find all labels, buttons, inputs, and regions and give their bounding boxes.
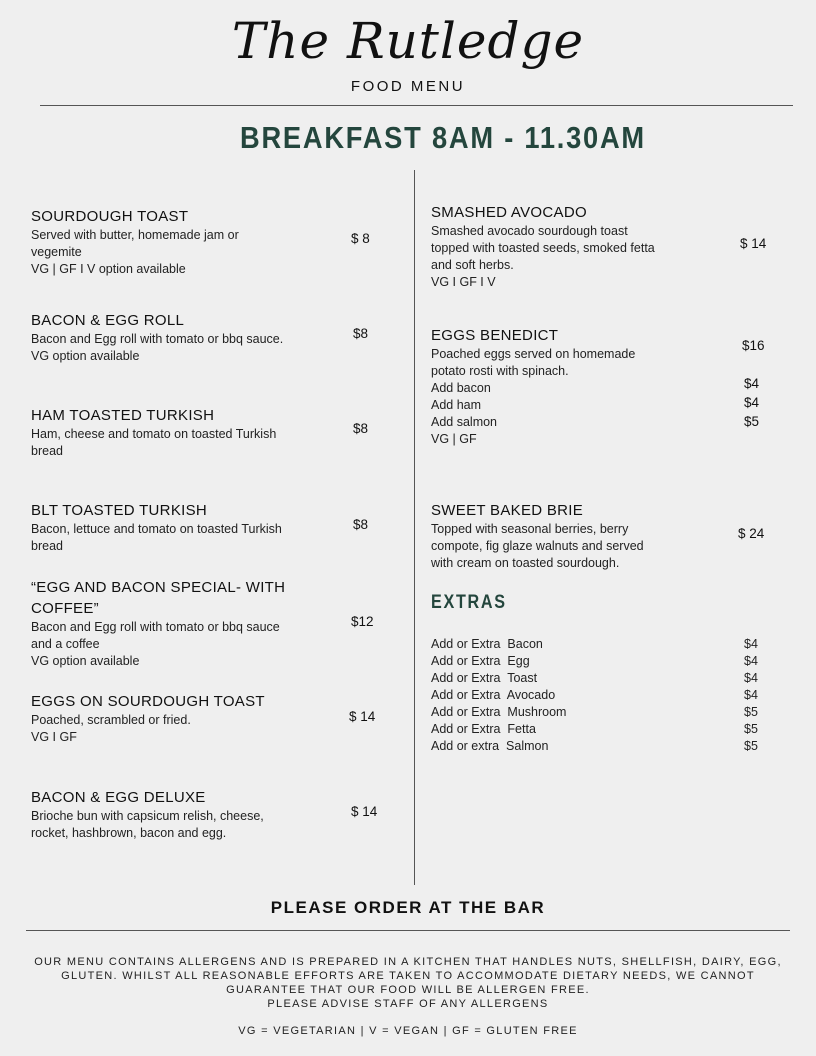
menu-subtitle: FOOD MENU bbox=[350, 78, 466, 95]
item-name: EGGS ON SOURDOUGH TOAST bbox=[31, 693, 265, 710]
allergen-line: GLUTEN. WHILST ALL REASONABLE EFFORTS ARE TAKEN TO ACCOMMODATE DIETARY NEEDS, WE CANNOT bbox=[61, 970, 755, 982]
extra-row bbox=[431, 671, 763, 688]
item-desc-line: VG option available bbox=[31, 349, 140, 363]
extra-row bbox=[431, 654, 763, 671]
allergen-line: PLEASE ADVISE STAFF OF ANY ALLERGENS bbox=[267, 998, 549, 1010]
item-desc-line: VG | GF bbox=[431, 432, 477, 446]
item-desc-line: bread bbox=[31, 539, 63, 553]
extra-row bbox=[431, 739, 763, 756]
item-name: BACON & EGG ROLL bbox=[31, 312, 185, 329]
item-desc-line: VG option available bbox=[31, 654, 140, 668]
item-desc-line: and a coffee bbox=[31, 637, 100, 651]
item-price: $12 bbox=[351, 614, 374, 629]
allergen-line: OUR MENU CONTAINS ALLERGENS AND IS PREPARED IN A KITCHEN THAT HANDLES NUTS, SHELLFISH, DAIRY, EGG, bbox=[34, 956, 782, 968]
extra-price: $5 bbox=[744, 722, 758, 736]
extra-label: Add or Extra Mushroom bbox=[431, 705, 567, 719]
menu-item bbox=[31, 500, 331, 555]
item-desc-line: Served with butter, homemade jam or bbox=[31, 228, 239, 242]
footer-divider bbox=[26, 930, 790, 931]
extra-price: $5 bbox=[744, 705, 758, 719]
extra-label: Add or Extra Avocado bbox=[431, 688, 556, 702]
item-desc-line: topped with toasted seeds, smoked fetta bbox=[431, 241, 655, 255]
extra-row bbox=[431, 705, 763, 722]
column-divider bbox=[414, 170, 415, 885]
section-hours: 8AM - 11.30AM bbox=[432, 120, 646, 155]
item-desc-line: compote, fig glaze walnuts and served bbox=[431, 539, 644, 553]
item-desc-line: bread bbox=[31, 444, 63, 458]
item-price: $8 bbox=[353, 517, 369, 532]
item-desc-line: Bacon, lettuce and tomato on toasted Turkish bbox=[31, 522, 282, 536]
item-desc-line: potato rosti with spinach. bbox=[431, 364, 569, 378]
item-desc-line: VG I GF I V bbox=[431, 275, 496, 289]
item-name: SWEET BAKED BRIE bbox=[431, 502, 584, 519]
item-desc-line: VG I GF bbox=[31, 730, 77, 744]
extra-price: $4 bbox=[744, 637, 758, 651]
extra-label: Add or Extra Fetta bbox=[431, 722, 536, 736]
menu-item bbox=[31, 405, 331, 460]
item-price: $8 bbox=[353, 421, 369, 436]
item-price: $ 14 bbox=[351, 804, 378, 819]
extra-label: Add or Extra Egg bbox=[431, 654, 530, 668]
section-title: BREAKFAST bbox=[240, 120, 423, 155]
item-desc-line: VG | GF I V option available bbox=[31, 262, 186, 276]
extra-row bbox=[431, 722, 763, 739]
item-desc-line: Add bacon bbox=[431, 381, 491, 395]
item-price: $8 bbox=[353, 326, 369, 341]
item-name: HAM TOASTED TURKISH bbox=[31, 407, 215, 424]
menu-item bbox=[431, 500, 721, 572]
item-desc-line: Ham, cheese and tomato on toasted Turkish bbox=[31, 427, 277, 441]
addon-price: $4 bbox=[744, 376, 760, 391]
addon-price: $5 bbox=[744, 414, 760, 429]
item-name: “EGG AND BACON SPECIAL- WITH COFFEE” bbox=[31, 579, 286, 617]
item-name: SMASHED AVOCADO bbox=[431, 204, 587, 221]
item-desc-line: Add ham bbox=[431, 398, 482, 412]
item-price: $16 bbox=[742, 338, 765, 353]
menu-item bbox=[431, 325, 721, 448]
item-desc-line: Bacon and Egg roll with tomato or bbq sauce. bbox=[31, 332, 284, 346]
extras-heading: EXTRAS bbox=[431, 592, 507, 613]
item-price: $ 14 bbox=[740, 236, 767, 251]
extra-label: Add or extra Salmon bbox=[431, 739, 549, 753]
item-name: SOURDOUGH TOAST bbox=[31, 208, 189, 225]
menu-item bbox=[31, 787, 331, 842]
item-desc-line: Topped with seasonal berries, berry bbox=[431, 522, 629, 536]
allergen-notice bbox=[30, 955, 786, 1011]
extra-price: $4 bbox=[744, 688, 758, 702]
item-name: EGGS BENEDICT bbox=[431, 327, 559, 344]
extra-label: Add or Extra Toast bbox=[431, 671, 538, 685]
item-price: $ 8 bbox=[351, 231, 370, 246]
extra-price: $5 bbox=[744, 739, 758, 753]
header-divider bbox=[40, 105, 793, 106]
extra-label: Add or Extra Bacon bbox=[431, 637, 543, 651]
item-desc-line: Bacon and Egg roll with tomato or bbq sauce bbox=[31, 620, 280, 634]
dietary-legend: VG = VEGETARIAN | V = VEGAN | GF = GLUTEN FREE bbox=[238, 1025, 578, 1037]
addon-price: $4 bbox=[744, 395, 760, 410]
menu-item bbox=[31, 310, 331, 365]
item-desc-line: rocket, hashbrown, bacon and egg. bbox=[31, 826, 227, 840]
item-desc-line: Poached, scrambled or fried. bbox=[31, 713, 191, 727]
item-desc-line: and soft herbs. bbox=[431, 258, 514, 272]
item-price: $ 24 bbox=[738, 526, 765, 541]
menu-item bbox=[31, 577, 331, 670]
item-desc-line: Smashed avocado sourdough toast bbox=[431, 224, 628, 238]
item-desc-line: vegemite bbox=[31, 245, 82, 259]
item-desc-line: Poached eggs served on homemade bbox=[431, 347, 636, 361]
extra-price: $4 bbox=[744, 671, 758, 685]
allergen-line: GUARANTEE THAT OUR FOOD WILL BE ALLERGEN FREE. bbox=[226, 984, 590, 996]
item-name: BLT TOASTED TURKISH bbox=[31, 502, 208, 519]
item-desc-line: Add salmon bbox=[431, 415, 498, 429]
extra-row bbox=[431, 688, 763, 705]
restaurant-logo: The Rutledge bbox=[231, 12, 585, 70]
menu-item bbox=[31, 206, 331, 278]
menu-item bbox=[431, 202, 721, 291]
item-name: BACON & EGG DELUXE bbox=[31, 789, 206, 806]
extra-price: $4 bbox=[744, 654, 758, 668]
item-price: $ 14 bbox=[349, 709, 376, 724]
extra-row bbox=[431, 637, 763, 654]
menu-item bbox=[31, 691, 331, 746]
item-desc-line: Brioche bun with capsicum relish, cheese, bbox=[31, 809, 264, 823]
order-note: PLEASE ORDER AT THE BAR bbox=[270, 898, 546, 917]
item-desc-line: with cream on toasted sourdough. bbox=[431, 556, 620, 570]
